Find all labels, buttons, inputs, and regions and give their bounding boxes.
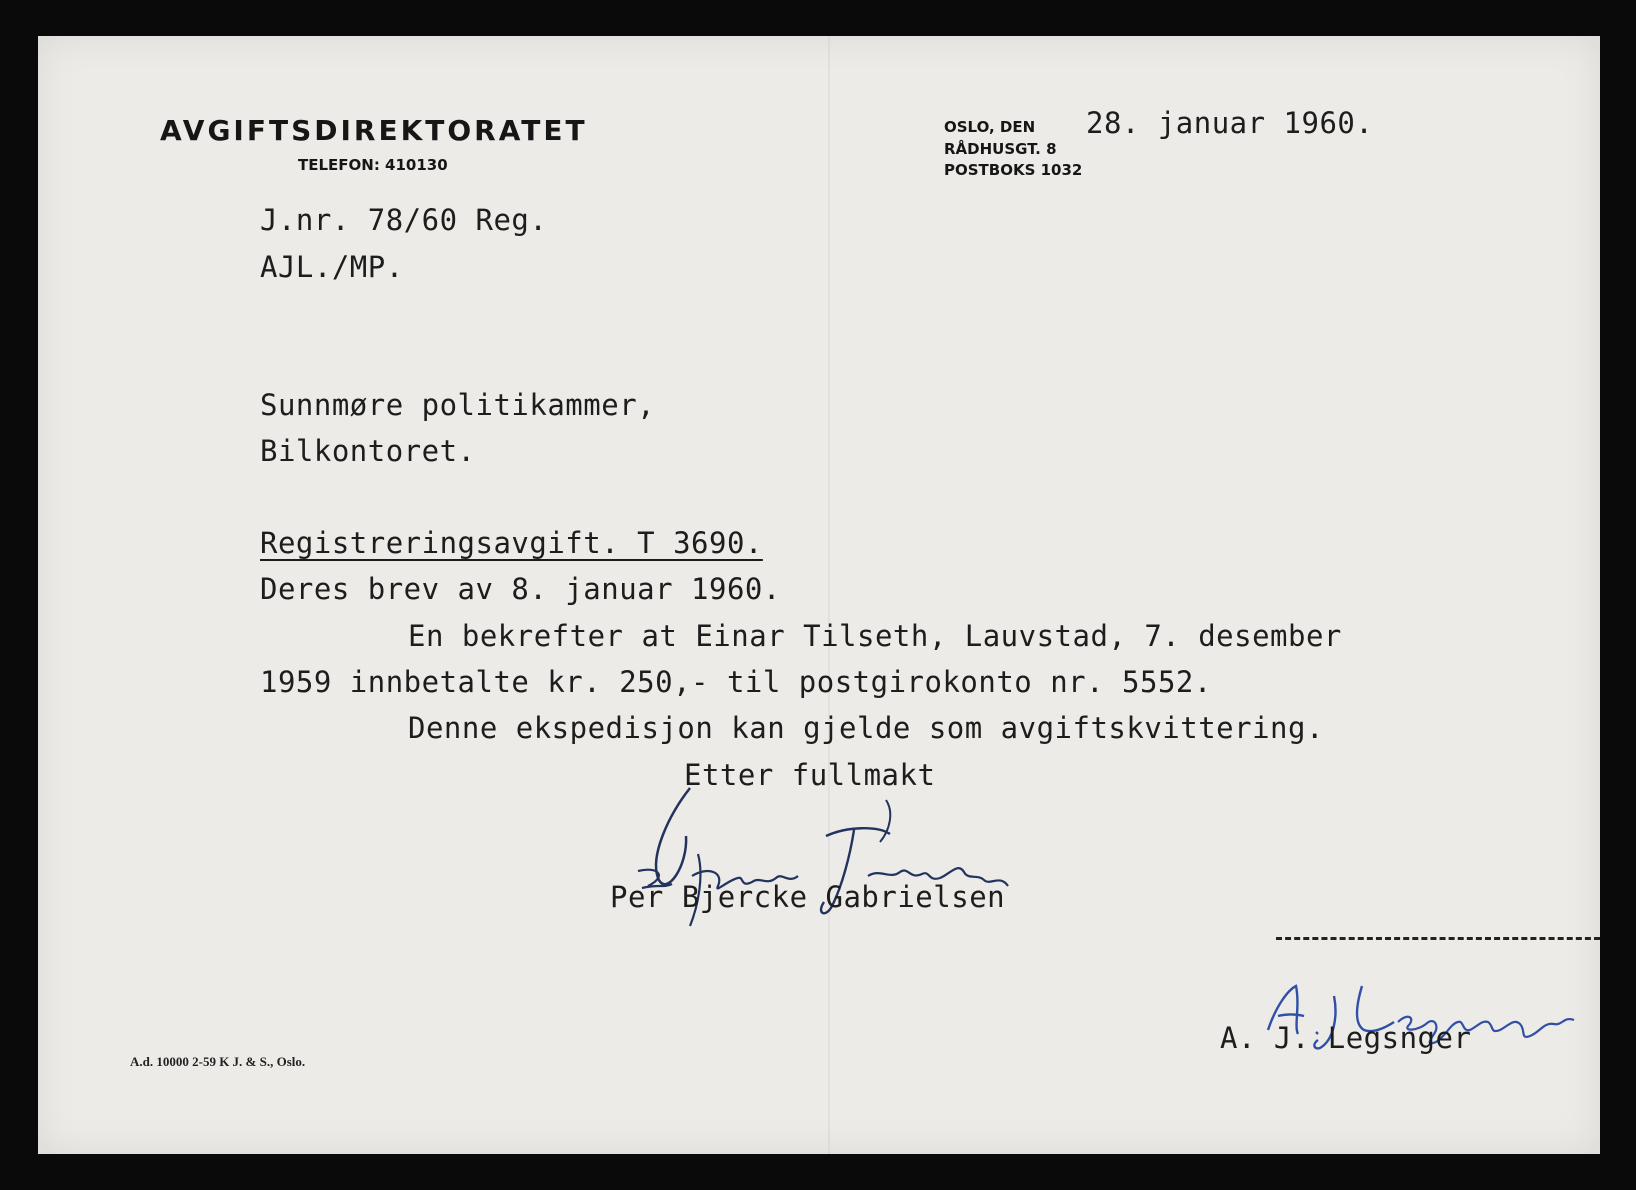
letter-date: 28. januar 1960.	[1086, 106, 1374, 140]
street-address: RÅDHUSGT. 8	[944, 140, 1057, 158]
signer-1-name: Per Bjercke Gabrielsen	[610, 880, 1006, 914]
reference-letter: Deres brev av 8. januar 1960.	[260, 572, 781, 606]
paragraph-2: Denne ekspedisjon kan gjelde som avgiftskvittering.	[408, 711, 1324, 745]
paper-fold	[828, 36, 830, 1154]
paragraph-1-line-1: En bekrefter at Einar Tilseth, Lauvstad, 7. desember	[408, 619, 1342, 653]
city-prefix: OSLO, DEN	[944, 118, 1036, 136]
postbox-address: POSTBOKS 1032	[944, 161, 1083, 179]
org-name: AVGIFTSDIREKTORATET	[160, 114, 588, 147]
printer-note: A.d. 10000 2-59 K J. & S., Oslo.	[130, 1054, 306, 1069]
closing-phrase: Etter fullmakt	[684, 758, 936, 792]
recipient-line-1: Sunnmøre politikammer,	[260, 388, 656, 422]
journal-number: J.nr. 78/60 Reg.	[260, 203, 548, 237]
letter-page	[38, 36, 1600, 1154]
reference-initials: AJL./MP.	[260, 250, 404, 284]
org-phone: TELEFON: 410130	[298, 156, 448, 174]
handwritten-signature-1	[628, 776, 1028, 946]
signer-2-name: A. J. Legsnger	[1220, 1021, 1472, 1055]
paragraph-1-line-2: 1959 innbetalte kr. 250,- til postgirokonto nr. 5552.	[260, 665, 1212, 699]
subject-line: Registreringsavgift. T 3690.	[260, 526, 763, 560]
recipient-line-2: Bilkontoret.	[260, 434, 476, 468]
signature-line	[1276, 937, 1600, 940]
